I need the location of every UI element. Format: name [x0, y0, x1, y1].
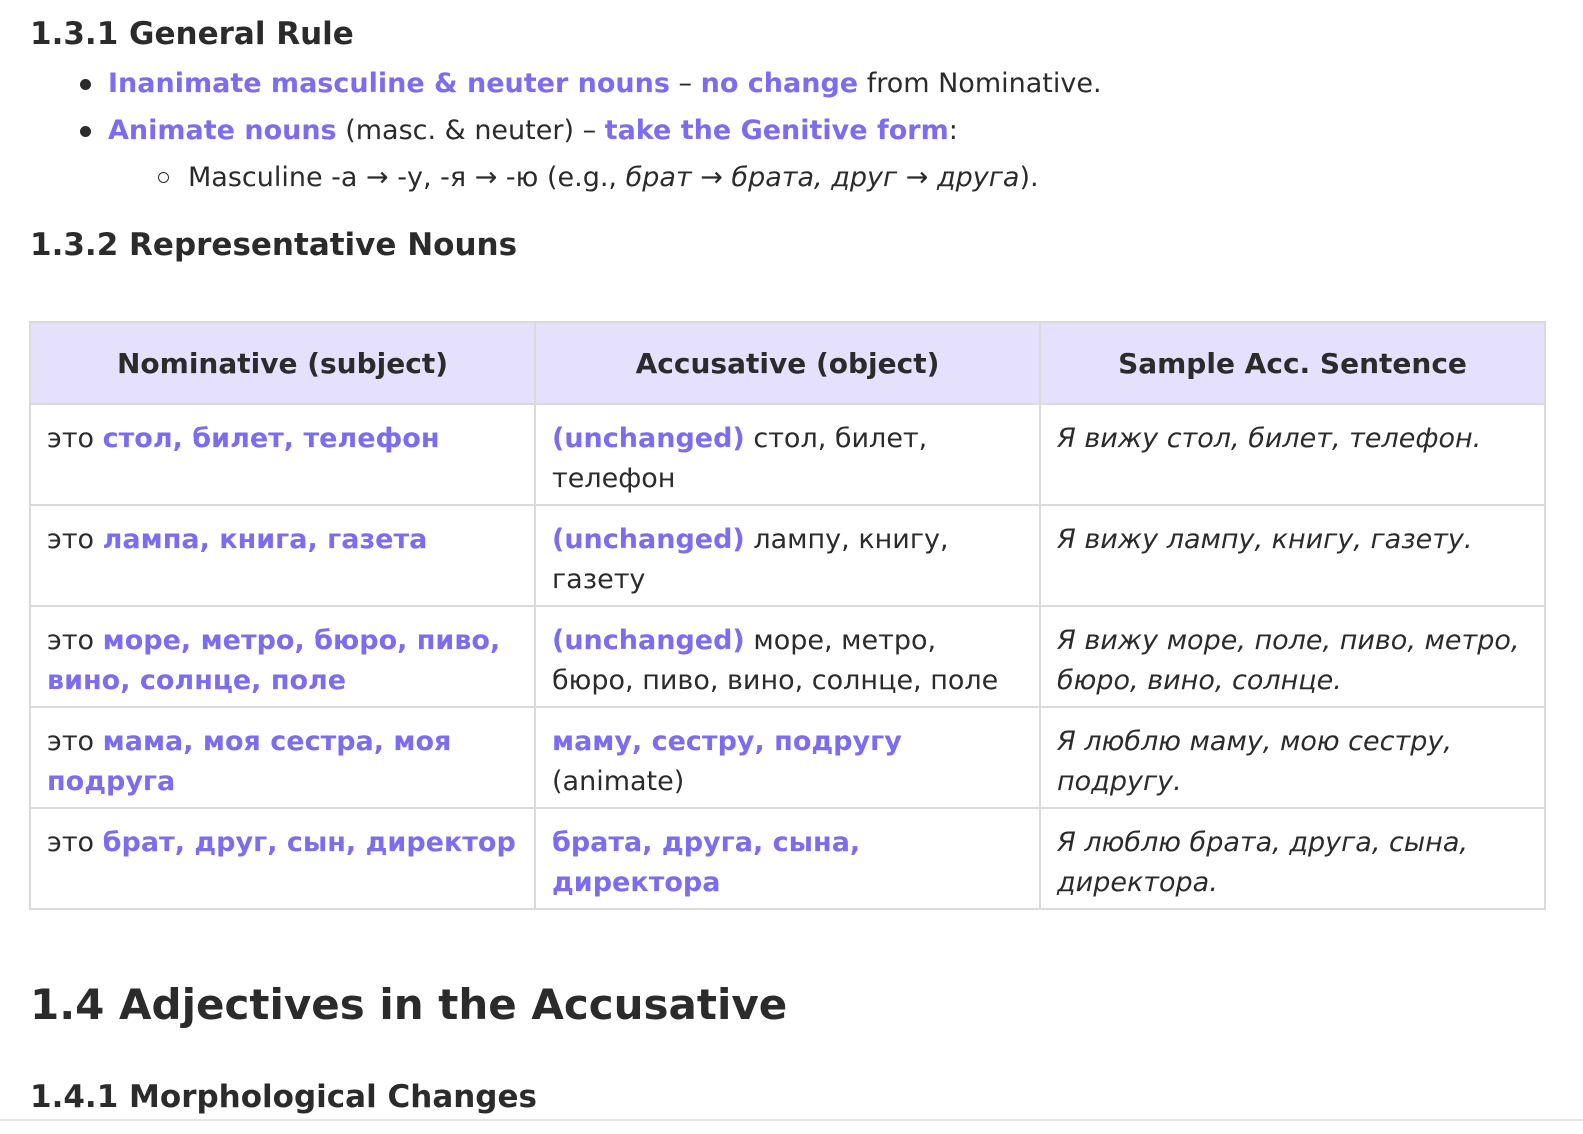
heading-general-rule: 1.3.1 General Rule: [30, 16, 354, 52]
rule-sub-post: ).: [1019, 162, 1039, 193]
nominative-prefix: это: [47, 726, 103, 757]
accusative-highlight: (unchanged): [552, 423, 745, 454]
nominative-prefix: это: [47, 524, 103, 555]
nominative-cell: [30, 606, 535, 707]
table-row: [30, 808, 1545, 909]
table-header-row: [30, 322, 1545, 404]
nominative-nouns: лампа, книга, газета: [102, 524, 428, 555]
accusative-rest: стол, билет, телефон: [552, 423, 928, 494]
nominative-cell: [30, 707, 535, 808]
heading-morphological-changes: 1.4.1 Morphological Changes: [30, 1079, 537, 1115]
nominative-nouns: брат, друг, сын, директор: [102, 827, 516, 858]
sentence-cell: Я вижу лампу, книгу, газету.: [1040, 505, 1545, 606]
nominative-prefix: это: [47, 423, 103, 454]
rule-sub-pre: Masculine -а → -у, -я → -ю (e.g.,: [188, 162, 626, 193]
accusative-highlight: маму, сестру, подругу: [552, 726, 902, 757]
accusative-cell: [535, 606, 1040, 707]
accusative-cell: [535, 707, 1040, 808]
nominative-prefix: это: [47, 625, 103, 656]
accusative-cell: [535, 808, 1040, 909]
rule-inanimate-dash: –: [669, 68, 701, 99]
header-nominative: Nominative (subject): [30, 322, 535, 404]
sentence-cell: Я вижу стол, билет, телефон.: [1040, 404, 1545, 505]
table-row: [30, 707, 1545, 808]
accusative-rest: лампу, книгу, газету: [552, 524, 949, 595]
rule-genitive-highlight: take the Genitive form: [604, 115, 949, 146]
heading-adjectives-accusative: 1.4 Adjectives in the Accusative: [30, 980, 788, 1029]
nominative-cell: [30, 404, 535, 505]
sentence-cell: Я люблю брата, друга, сына, директора.: [1040, 808, 1545, 909]
table-row: [30, 606, 1545, 707]
rule-no-change-highlight: no change: [700, 68, 859, 99]
rule-animate-sub: [0, 154, 1102, 201]
table-row: [30, 505, 1545, 606]
nominative-cell: [30, 505, 535, 606]
nominative-nouns: мама, моя сестра, моя подруга: [47, 726, 452, 797]
nominative-nouns: море, метро, бюро, пиво, вино, солнце, поле: [47, 625, 501, 696]
page-bottom-divider: [0, 1119, 1583, 1121]
header-accusative: Accusative (object): [535, 322, 1040, 404]
rule-sub-example: брат → брата, друг → друга: [625, 162, 1020, 193]
table-row: [30, 404, 1545, 505]
nominative-nouns: стол, билет, телефон: [102, 423, 440, 454]
sentence-cell: Я люблю маму, мою сестру, подругу.: [1040, 707, 1545, 808]
rule-inanimate-rest: from Nominative.: [858, 68, 1102, 99]
rule-animate-mid: (masc. & neuter) –: [336, 115, 605, 146]
rule-animate-rest: :: [948, 115, 958, 146]
general-rule-list: [0, 60, 1102, 201]
accusative-cell: [535, 404, 1040, 505]
rule-inanimate-highlight: Inanimate masculine & neuter nouns: [108, 68, 670, 99]
accusative-highlight: (unchanged): [552, 625, 745, 656]
accusative-rest: море, метро, бюро, пиво, вино, солнце, поле: [552, 625, 999, 696]
accusative-highlight: (unchanged): [552, 524, 745, 555]
nouns-table: [29, 321, 1546, 910]
rule-animate-highlight: Animate nouns: [108, 115, 337, 146]
rule-inanimate: [0, 60, 1102, 107]
heading-representative-nouns: 1.3.2 Representative Nouns: [30, 227, 518, 263]
header-sample-sentence: Sample Acc. Sentence: [1040, 322, 1545, 404]
accusative-highlight: брата, друга, сына, директора: [552, 827, 861, 898]
accusative-cell: [535, 505, 1040, 606]
nominative-prefix: это: [47, 827, 103, 858]
rule-animate: [0, 107, 1102, 154]
nominative-cell: [30, 808, 535, 909]
accusative-rest: (animate): [552, 766, 685, 797]
sentence-cell: Я вижу море, поле, пиво, метро, бюро, вино, солнце.: [1040, 606, 1545, 707]
